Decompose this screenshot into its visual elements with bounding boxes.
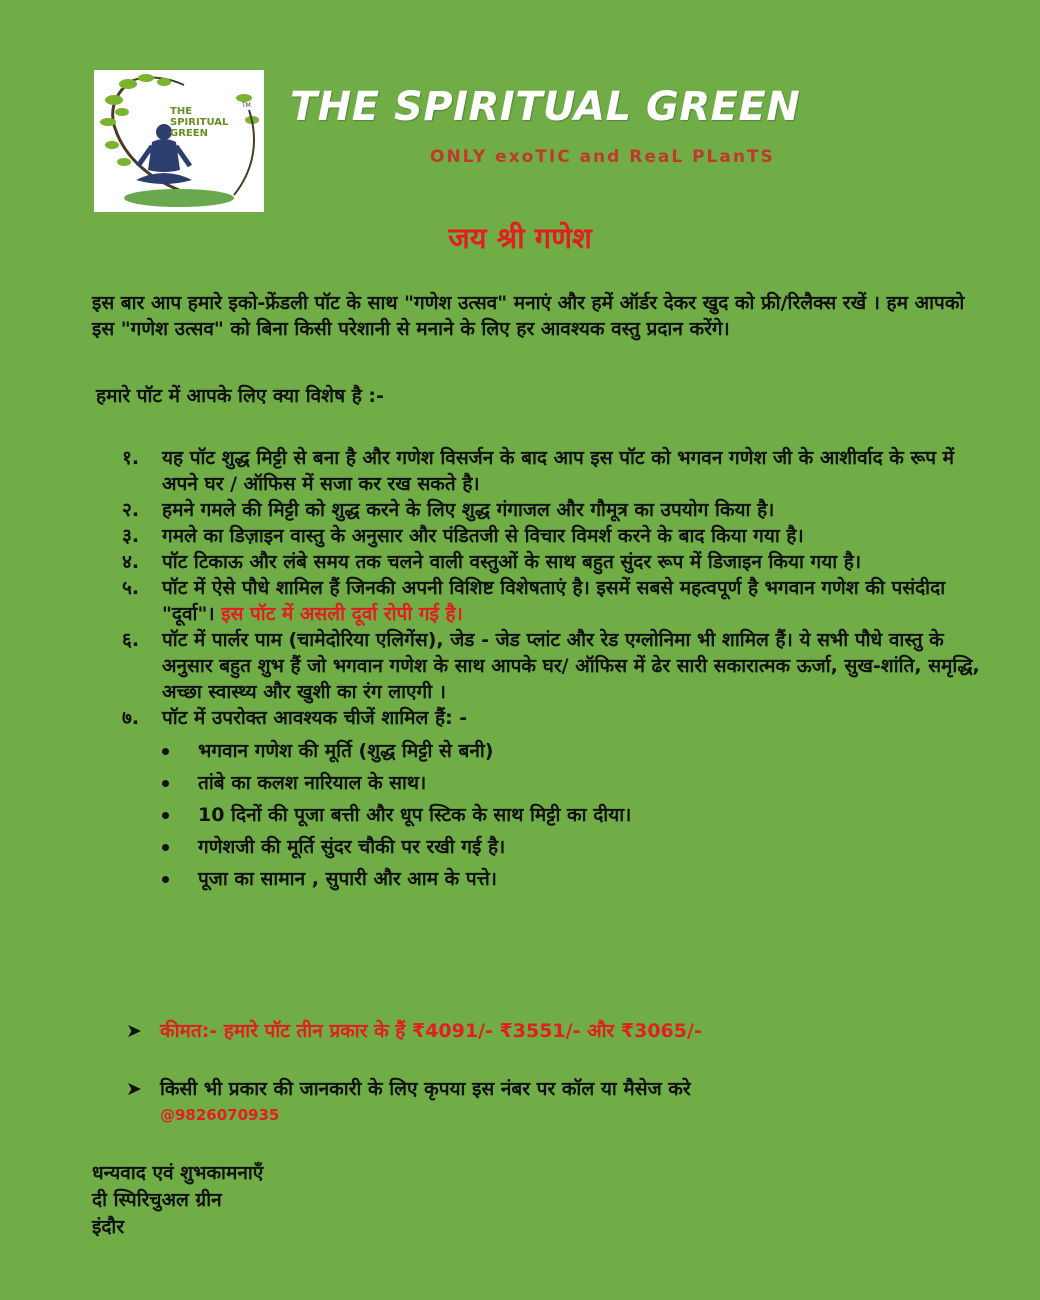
feature-number: ६.	[122, 629, 140, 651]
price-row	[126, 1018, 702, 1044]
logo-line-3: GREEN	[170, 128, 208, 139]
arrow-right-icon: ➤	[126, 1020, 142, 1042]
feature-number: ३.	[122, 525, 140, 547]
feature-text: हमने गमले की मिट्टी को शुद्ध करने के लिए शुद्ध गंगाजल और गौमूत्र का उपयोग किया है।	[162, 499, 775, 521]
included-item	[162, 831, 984, 863]
feature-text: पॉट में उपरोक्त आवश्यक चीजें शामिल हैं: -	[162, 707, 468, 729]
feature-text: गमले का डिज़ाइन वास्तु के अनुसार और पंडितजी से विचार विमर्श करने के बाद किया गया है।	[162, 525, 804, 547]
feature-text: यह पॉट शुद्ध मिट्टी से बना है और गणेश विसर्जन के बाद आप इस पॉट को भगवन गणेश जी के आशीर्वाद के रूप में अपने घर / ऑफिस में सजा कर रख सकते है।	[162, 447, 955, 495]
bullet-icon	[162, 780, 169, 787]
features-subheading: हमारे पॉट में आपके लिए क्या विशेष है :-	[96, 385, 384, 407]
feature-number: ४.	[122, 551, 140, 573]
feature-text: पॉट में ऐसे पौधे शामिल हैं जिनकी अपनी विशिष्ट विशेषताएं है। इसमें सबसे महत्वपूर्ण है भगवान गणेश की पसंदीदा "दूर्वा"।	[162, 577, 946, 625]
brand-title: THE SPIRITUAL GREEN	[290, 84, 801, 130]
feature-highlight: इस पॉट में असली दूर्वा रोपी गई है।	[221, 603, 463, 625]
feature-text: पॉट में पार्लर पाम (चामेदोरिया एलिगेंस), जेड - जेड प्लांट और रेड एग्लोनिमा भी शामिल हैं। ये सभी पौधे वास्तु के अनुसार बहुत शुभ हैं जो भगवान गणेश के साथ आपके घर/ ऑफिस में ढेर सारी सकारात्मक ऊर्जा, सुख-शांति, समृद्धि, अच्छा स्वास्थ्य और खुशी का रंग लाएगी ।	[162, 629, 980, 703]
included-item	[162, 799, 984, 831]
meditation-tree-icon	[94, 70, 264, 212]
feature-item-1	[122, 445, 984, 497]
footer-city: इंदौर	[92, 1216, 125, 1238]
feature-number: ७.	[122, 707, 140, 729]
features-list	[122, 445, 984, 895]
feature-item-4	[122, 549, 984, 575]
feature-item-3	[122, 523, 984, 549]
included-items-list	[162, 735, 984, 895]
logo-wordmark	[170, 106, 260, 139]
greeting-heading: जय श्री गणेश	[448, 221, 592, 255]
included-item-text: तांबे का कलश नारियाल के साथ।	[198, 772, 427, 794]
intro-paragraph: इस बार आप हमारे इको-फ्रेंडली पॉट के साथ "गणेश उत्सव" मनाएं और हमें ऑर्डर देकर खुद को फ्री/रिलैक्स रखें । हम आपको इस "गणेश उत्सव" को बिना किसी परेशानी से मनाने के लिए हर आवश्यक वस्तु प्रदान करेंगे।	[92, 292, 965, 340]
intro-section	[92, 290, 982, 342]
arrow-right-icon: ➤	[126, 1078, 142, 1100]
included-item-text: भगवान गणेश की मूर्ति (शुद्ध मिट्टी से बनी)	[198, 740, 494, 762]
trademark-mark: TM	[242, 102, 251, 109]
included-item	[162, 767, 984, 799]
contact-text: किसी भी प्रकार की जानकारी के लिए कृपया इस नंबर पर कॉल या मैसेज करे	[160, 1078, 691, 1100]
feature-item-7	[122, 705, 984, 731]
included-item	[162, 735, 984, 767]
contact-row	[126, 1076, 691, 1128]
bullet-icon	[162, 876, 169, 883]
bullet-icon	[162, 748, 169, 755]
contact-phone[interactable]: @9826070935	[160, 1106, 280, 1124]
feature-item-5	[122, 575, 984, 627]
feature-number: १.	[122, 447, 140, 469]
included-item-text: गणेशजी की मूर्ति सुंदर चौकी पर रखी गई है।	[198, 836, 506, 858]
logo-line-1: THE	[170, 106, 193, 117]
brand-tagline: ONLY exoTIC and ReaL PLanTS	[430, 147, 775, 167]
feature-number: २.	[122, 499, 140, 521]
included-item	[162, 863, 984, 895]
feature-number: ५.	[122, 577, 140, 599]
footer-greeting: धन्यवाद एवं शुभकामनाएँ	[92, 1162, 264, 1184]
bullet-icon	[162, 844, 169, 851]
logo-line-2: SPIRITUAL	[170, 117, 229, 128]
footer-company: दी स्पिरिचुअल ग्रीन	[92, 1189, 222, 1211]
feature-item-6	[122, 627, 984, 705]
brand-logo	[94, 70, 264, 212]
price-text: कीमत:- हमारे पॉट तीन प्रकार के हैं ₹4091/- ₹3551/- और ₹3065/-	[160, 1020, 702, 1042]
included-item-text: 10 दिनों की पूजा बत्ती और धूप स्टिक के साथ मिट्टी का दीया।	[198, 804, 632, 826]
bullet-icon	[162, 812, 169, 819]
feature-text: पॉट टिकाऊ और लंबे समय तक चलने वाली वस्तुओं के साथ बहुत सुंदर रूप में डिजाइन किया गया है।	[162, 551, 862, 573]
included-item-text: पूजा का सामान , सुपारी और आम के पत्ते।	[198, 868, 498, 890]
feature-item-2	[122, 497, 984, 523]
footer-signature	[92, 1160, 263, 1241]
